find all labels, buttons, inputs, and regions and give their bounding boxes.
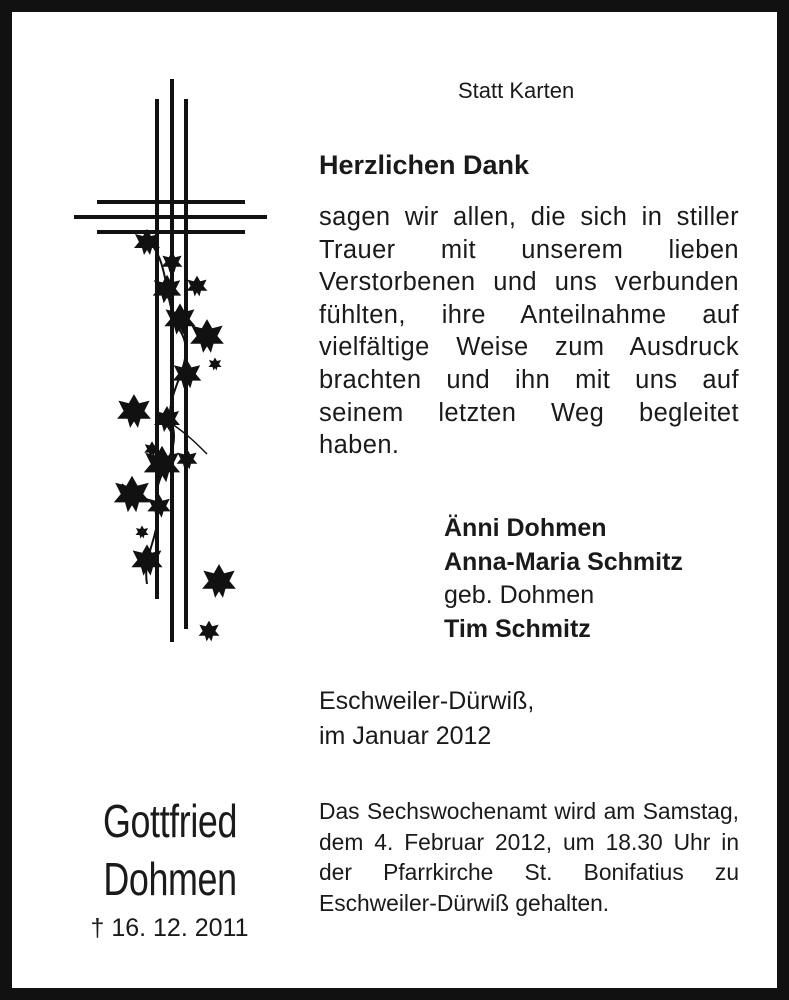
deceased-first-name: Gottfried xyxy=(102,795,238,847)
statt-karten-label: Statt Karten xyxy=(458,78,575,103)
service-text: Das Sechswochenamt wird am Samstag, dem 4. Februar 2012, um 18.30 Uhr in der Pfarrkirche St. Bonifatius zu Eschweiler-Dürwiß gehalten. xyxy=(319,798,739,916)
death-date: † 16. 12. 2011 xyxy=(90,914,249,942)
signer-name: Änni Dohmen xyxy=(444,514,607,542)
signer-name: Tim Schmitz xyxy=(444,614,591,643)
thanks-heading: Herzlichen Dank xyxy=(319,150,530,180)
signer-note: geb. Dohmen xyxy=(444,581,595,609)
deceased-name xyxy=(92,792,248,908)
thanks-text: sagen wir allen, die sich in stiller Trauer mit unserem lieben Verstorbenen und uns verbunden fühlten, ihre Anteilnahme auf vielfältige Weise zum Ausdruck brachten und ihn mit uns auf seinem letzten Weg begleitet haben. xyxy=(319,203,739,460)
place-date xyxy=(319,684,534,754)
signers-block xyxy=(444,512,683,646)
cross-with-ivy-icon xyxy=(67,74,277,649)
date-line: im Januar 2012 xyxy=(319,722,492,750)
signer-name: Anna-Maria Schmitz xyxy=(444,547,683,576)
place: Eschweiler-Dürwiß, xyxy=(319,687,535,715)
deceased-last-name: Dohmen xyxy=(103,853,237,905)
